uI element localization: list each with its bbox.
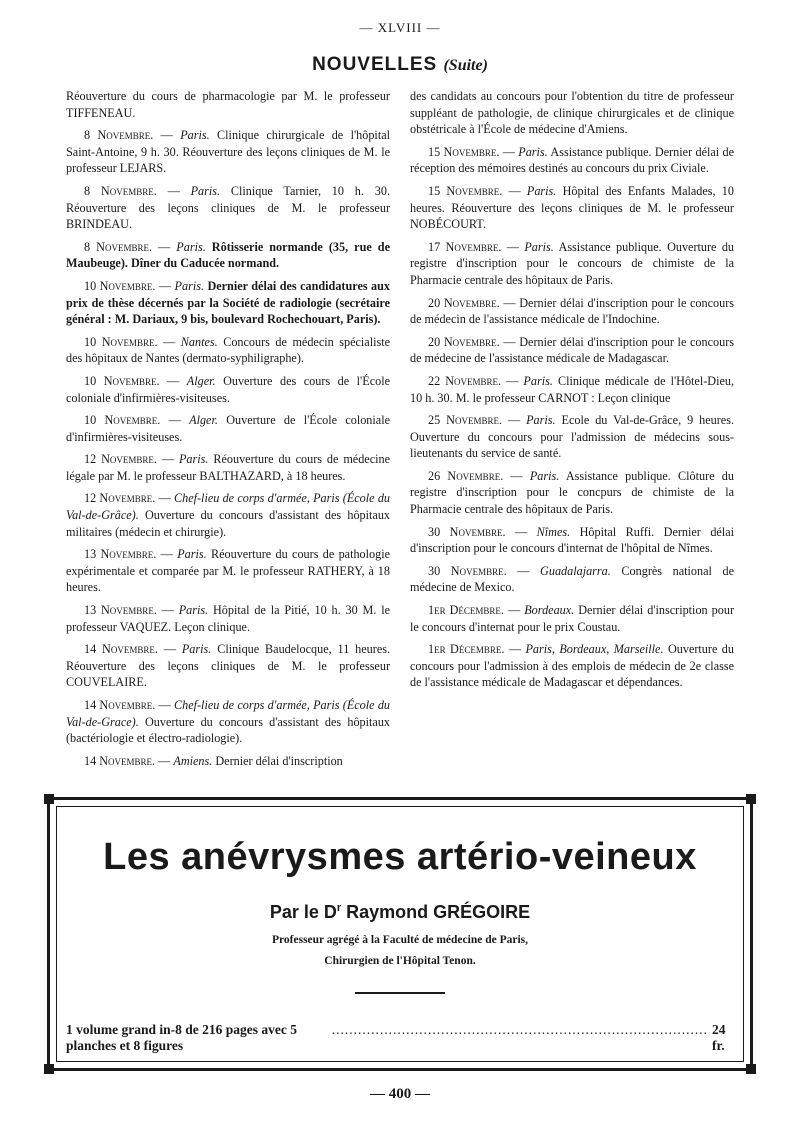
entry-place: Paris. [529, 468, 560, 483]
entry-date: 30 Novembre. — [428, 563, 530, 578]
news-entry [66, 546, 390, 596]
entry-date: 10 Novembre. — [84, 373, 180, 388]
news-entry [66, 334, 390, 367]
news-entry [410, 239, 734, 289]
entry-text: des candidats au concours pour l'obtention du titre de professeur suppléant de pathologie, de clinique chirurgicales et de clinique obstétricale à l'École de médecine d'Amiens. [410, 89, 734, 137]
entry-place: Chef-lieu de corps d'armée, Paris (École du Val-de-Grace). [66, 698, 391, 729]
entry-date: 14 Novembre. — [84, 753, 171, 768]
entry-text: Hôpital Ruffi. Dernier délai d'inscription pour le concours d'internat de l'hôpital de Nîmes. [410, 524, 735, 556]
entry-text: Ouverture de l'École coloniale d'infirmières-visiteuses. [66, 413, 390, 444]
entry-place: Paris. [177, 547, 207, 562]
author-prefix-sup: r [336, 902, 342, 914]
news-entry [410, 183, 734, 233]
entry-date: 12 Novembre. — [84, 491, 171, 506]
entry-place: Paris. [526, 183, 557, 198]
news-entry [66, 490, 390, 540]
entry-place: Alger. [189, 413, 218, 428]
entry-place: Paris, Bordeaux, Marseille. [525, 642, 664, 657]
frame-corner-ornament [44, 794, 54, 804]
entry-text: Ouverture des cours de l'École coloniale d'infirmières-visiteuses. [66, 373, 390, 405]
entry-date: 26 Novembre. — [428, 468, 523, 483]
section-title-suite: (Suite) [443, 57, 488, 74]
entry-date: 1er Décembre. — [428, 603, 521, 618]
entry-place: Alger. [186, 373, 216, 388]
entry-text: Ouverture du concours pour l'admission à des emplois de médecin de 2e classe de l'assistance médicale de Madagascar et dépendances. [410, 642, 734, 690]
entry-text: Hôpital des Enfants Malades, 10 heures. Réouverture des leçons cliniques de M. le professeur NOBÉCOURT. [410, 183, 734, 232]
entry-text: Ouverture du concours d'assistant des hôpitaux (bactériologie et électro-radiologie). [66, 714, 391, 746]
entry-date: 8 Novembre. — [84, 183, 180, 198]
entry-text: Dernier délai d'inscription pour le concours de médecine de l'assistance médicale de Madagascar. [410, 334, 735, 366]
entry-text: Rôtisserie normande (35, rue de Maubeuge). Dîner du Caducée normand. [66, 239, 390, 271]
entry-text: Dernier délai des candidatures aux prix de thèse décernés par la Société de radiologie (secrétaire général : M. Dariaux, 9 bis, boulevard Rochechouart, Paris). [66, 278, 390, 327]
entry-date: 1er Décembre. — [428, 642, 522, 657]
entry-place: Paris. [523, 373, 553, 388]
author-prefix: Par le D [269, 902, 337, 922]
entry-date: 13 Novembre. — [84, 603, 174, 618]
entry-place: Paris. [190, 183, 221, 198]
entry-text: Réouverture du cours de pathologie expérimentale et comparée par M. le professeur RATHERY, à 18 heures. [66, 547, 391, 595]
entry-date: 25 Novembre. — [428, 413, 521, 428]
entry-text: Dernier délai d'inscription [215, 753, 343, 768]
news-entry [410, 334, 734, 367]
entry-date: 14 Novembre. — [84, 698, 171, 712]
frame-corner-ornament [746, 794, 756, 804]
entry-text: Clinique Baudelocque, 11 heures. Réouverture des leçons cliniques de M. le professeur COUVELAIRE. [66, 642, 391, 690]
news-entry [66, 373, 390, 406]
news-entry [66, 88, 390, 121]
news-entry [410, 468, 734, 518]
entry-date: 12 Novembre. — [84, 452, 175, 467]
news-entry [410, 412, 734, 462]
news-entry [410, 563, 734, 596]
entry-place: Amiens. [173, 753, 213, 768]
entry-text: Dernier délai d'inscription pour le concours d'internat pour le prix Coustau. [410, 603, 734, 634]
entry-text: Concours de médecin spécialiste des hôpitaux de Nantes (dermato-syphiligraphe). [66, 334, 391, 366]
entry-date: 10 Novembre. — [84, 334, 176, 349]
entry-place: Nîmes. [536, 524, 571, 539]
news-entry [66, 451, 390, 484]
advertisement-title: Les anévrysmes artério-veineux [103, 836, 697, 878]
entry-text: Assistance publique. Dernier délai de réception des mémoires destinés au concours du prix Civiale. [410, 144, 734, 176]
leader-dots: ...................................................................................... [331, 1022, 709, 1037]
entry-date: 20 Novembre. — [428, 334, 516, 349]
entry-date: 17 Novembre. — [428, 239, 519, 254]
entry-place: Paris. [518, 144, 548, 159]
entry-text: Ouverture du concours d'assistant des hôpitaux militaires (médecin et chirurgie). [66, 508, 391, 539]
volume-description: 1 volume grand in-8 de 216 pages avec 5 planches et 8 figures [66, 1022, 297, 1053]
frame-corner-ornament [44, 1064, 54, 1074]
entry-place: Paris. [526, 413, 556, 428]
entry-date: 8 Novembre. — [84, 239, 171, 254]
entry-text: Clinique médicale de l'Hôtel-Dieu, 10 h. 30. M. le professeur CARNOT : Leçon clinique [410, 373, 735, 405]
news-entry [66, 602, 390, 635]
news-entry [66, 412, 390, 445]
entry-date: 13 Novembre. — [84, 547, 173, 562]
entry-place: Paris. [524, 239, 554, 254]
entry-text: Clinique chirurgicale de l'hôpital Saint-Antoine, 9 h. 30. Réouverture des leçons cliniques de M. le professeur LEJARS. [66, 128, 391, 176]
advertisement-volume-line [66, 1022, 734, 1054]
news-entry [410, 602, 734, 635]
section-title [0, 54, 800, 76]
entry-date: 15 Novembre. — [428, 183, 521, 198]
volume-price: 24 fr. [712, 1022, 726, 1053]
top-page-number: — XLVIII — [359, 20, 441, 35]
entry-place: Paris. [180, 128, 210, 143]
entry-place: Guadalajarra. [540, 563, 611, 578]
advertisement-divider [355, 992, 445, 994]
entry-place: Nantes. [180, 334, 218, 349]
right-column [410, 88, 734, 697]
entry-text: Assistance publique. Clôture du registre d'inscription pour le concpurs de chimiste de la Pharmacie centrale des hôpitaux de Paris. [410, 468, 734, 517]
advertisement-author [0, 902, 800, 923]
news-entry [410, 88, 734, 138]
news-entry [410, 641, 734, 691]
news-entry [66, 127, 390, 177]
news-entry [66, 697, 390, 747]
entry-date: 30 Novembre. — [428, 524, 528, 539]
entry-text: Réouverture du cours de médecine légale par M. le professeur BALTHAZARD, à 18 heures. [66, 452, 391, 483]
entry-text: Assistance publique. Ouverture du registre d'inscription pour le concours de chimiste de la Pharmacie centrale des hôpitaux de Paris. [410, 239, 735, 287]
entry-place: Paris. [178, 452, 209, 467]
entry-place: Paris. [174, 278, 204, 293]
news-entry [410, 144, 734, 177]
news-entry [410, 373, 734, 406]
entry-text: Clinique Tarnier, 10 h. 30. Réouverture des leçons cliniques de M. le professeur BRINDEAU. [66, 183, 390, 232]
entry-place: Paris. [176, 239, 206, 254]
news-entry [66, 183, 390, 233]
entry-text: Ecole du Val-de-Grâce, 9 heures. Ouverture du concours pour l'admission de médecins sous-lieutenants du service de santé. [410, 413, 734, 461]
frame-corner-ornament [746, 1064, 756, 1074]
entry-date: 14 Novembre. — [84, 642, 176, 657]
section-title-text: NOUVELLES [312, 54, 438, 75]
author-position-line: Chirurgien de l'Hôpital Tenon. [324, 955, 476, 967]
left-column [66, 88, 390, 775]
entry-date: 10 Novembre. — [84, 278, 172, 293]
entry-date: 8 Novembre. — [84, 128, 173, 143]
entry-place: Paris. [181, 642, 212, 657]
entry-date: 10 Novembre. — [84, 413, 181, 428]
news-entry [410, 295, 734, 328]
entry-date: 20 Novembre. — [428, 295, 516, 310]
entry-place: Paris. [178, 603, 209, 618]
author-name: Raymond GRÉGOIRE [346, 902, 531, 922]
news-entry [410, 524, 734, 557]
entry-place: Bordeaux. [524, 603, 575, 618]
news-entry [66, 753, 390, 770]
news-entry [66, 278, 390, 328]
entry-text: Hôpital de la Pitié, 10 h. 30 M. le professeur VAQUEZ. Leçon clinique. [66, 603, 391, 634]
entry-place: Chef-lieu de corps d'armée, Paris (École du Val-de-Grâce). [66, 491, 391, 523]
news-entry [66, 239, 390, 272]
entry-text: Congrès national de médecine de Mexico. [410, 563, 735, 595]
entry-text: Réouverture du cours de pharmacologie par M. le professeur TIFFENEAU. [66, 89, 390, 120]
entry-text: Dernier délai d'inscription pour le concours de médecin de l'assistance médicale de l'Indochine. [410, 295, 735, 327]
entry-date: 15 Novembre. — [428, 144, 515, 159]
news-entry [66, 641, 390, 691]
entry-date: 22 Novembre. — [428, 373, 519, 388]
bottom-page-number: — 400 — [370, 1086, 430, 1102]
author-title-line: Professeur agrégé à la Faculté de médecine de Paris, [271, 934, 529, 946]
